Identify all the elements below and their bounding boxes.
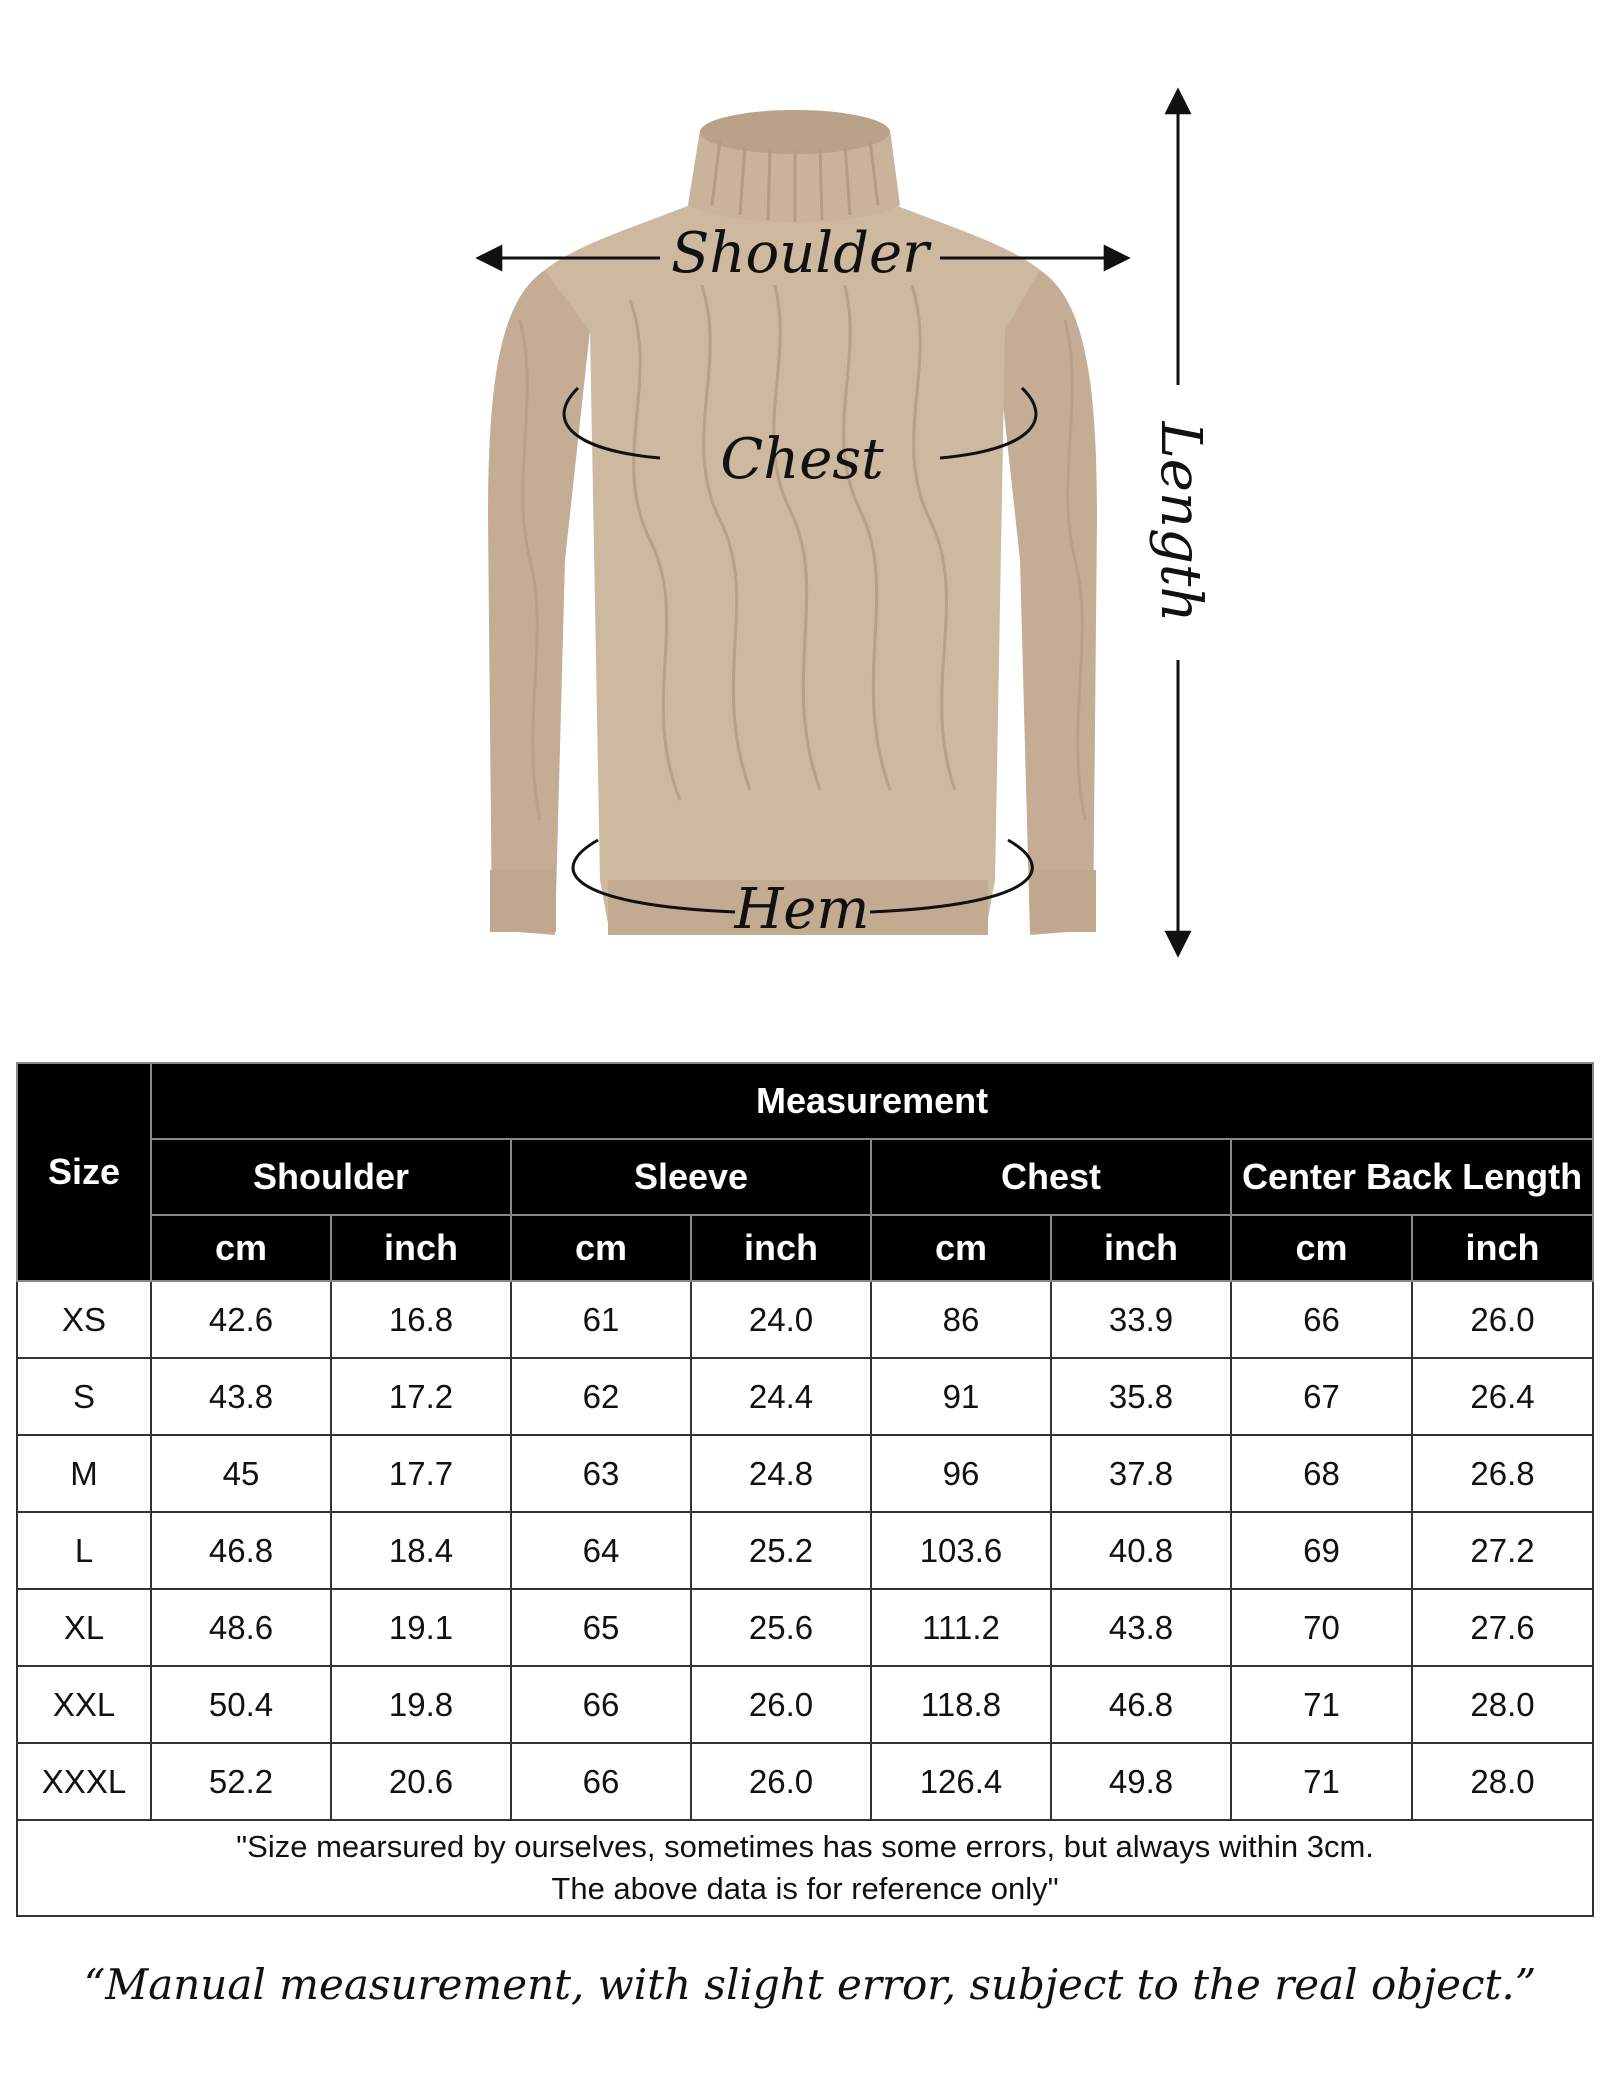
table-cell: 126.4 bbox=[871, 1743, 1051, 1820]
footer-note: “Manual measurement, with slight error, subject to the real object.” bbox=[83, 1960, 1537, 2009]
table-cell: 50.4 bbox=[151, 1666, 331, 1743]
table-cell: 61 bbox=[511, 1281, 691, 1358]
table-cell: 111.2 bbox=[871, 1589, 1051, 1666]
table-cell: 103.6 bbox=[871, 1512, 1051, 1589]
table-cell: 26.0 bbox=[691, 1666, 871, 1743]
table-cell: 91 bbox=[871, 1358, 1051, 1435]
table-row bbox=[17, 1358, 1593, 1435]
table-cell: 28.0 bbox=[1412, 1666, 1593, 1743]
table-row bbox=[17, 1512, 1593, 1589]
table-cell: 46.8 bbox=[151, 1512, 331, 1589]
table-cell: 52.2 bbox=[151, 1743, 331, 1820]
table-cell: 69 bbox=[1231, 1512, 1412, 1589]
hem-label: Hem bbox=[734, 877, 870, 942]
table-note-line-2: The above data is for reference only" bbox=[551, 1871, 1059, 1906]
table-cell: 25.6 bbox=[691, 1589, 871, 1666]
table-cell: 17.7 bbox=[331, 1435, 511, 1512]
table-row bbox=[17, 1435, 1593, 1512]
unit-header: cm bbox=[511, 1215, 691, 1281]
table-cell: 63 bbox=[511, 1435, 691, 1512]
table-cell: 27.6 bbox=[1412, 1589, 1593, 1666]
table-cell: 37.8 bbox=[1051, 1435, 1231, 1512]
size-cell: L bbox=[17, 1512, 151, 1589]
group-header-center-back-length: Center Back Length bbox=[1231, 1139, 1593, 1215]
measurement-header: Measurement bbox=[151, 1063, 1593, 1139]
table-cell: 86 bbox=[871, 1281, 1051, 1358]
table-cell: 42.6 bbox=[151, 1281, 331, 1358]
table-note-line-1: "Size mearsured by ourselves, sometimes has some errors, but always within 3cm. bbox=[236, 1829, 1374, 1864]
table-cell: 26.8 bbox=[1412, 1435, 1593, 1512]
size-cell: XXXL bbox=[17, 1743, 151, 1820]
size-cell: XL bbox=[17, 1589, 151, 1666]
table-row bbox=[17, 1281, 1593, 1358]
table-cell: 24.0 bbox=[691, 1281, 871, 1358]
table-cell: 40.8 bbox=[1051, 1512, 1231, 1589]
table-cell: 27.2 bbox=[1412, 1512, 1593, 1589]
size-cell: M bbox=[17, 1435, 151, 1512]
shoulder-label: Shoulder bbox=[671, 221, 929, 286]
size-cell: XS bbox=[17, 1281, 151, 1358]
table-cell: 43.8 bbox=[1051, 1589, 1231, 1666]
table-cell: 66 bbox=[511, 1666, 691, 1743]
table-cell: 118.8 bbox=[871, 1666, 1051, 1743]
table-cell: 71 bbox=[1231, 1666, 1412, 1743]
table-cell: 43.8 bbox=[151, 1358, 331, 1435]
table-cell: 25.2 bbox=[691, 1512, 871, 1589]
table-cell: 19.8 bbox=[331, 1666, 511, 1743]
table-cell: 49.8 bbox=[1051, 1743, 1231, 1820]
size-cell: XXL bbox=[17, 1666, 151, 1743]
group-header-chest: Chest bbox=[871, 1139, 1231, 1215]
table-cell: 64 bbox=[511, 1512, 691, 1589]
table-note bbox=[17, 1820, 1593, 1916]
table-cell: 67 bbox=[1231, 1358, 1412, 1435]
unit-header: inch bbox=[1051, 1215, 1231, 1281]
table-row bbox=[17, 1589, 1593, 1666]
group-header-shoulder: Shoulder bbox=[151, 1139, 511, 1215]
table-cell: 19.1 bbox=[331, 1589, 511, 1666]
unit-header: inch bbox=[691, 1215, 871, 1281]
group-header-sleeve: Sleeve bbox=[511, 1139, 871, 1215]
sweater-measurement-diagram bbox=[0, 0, 1620, 1000]
chest-label: Chest bbox=[720, 427, 884, 492]
table-cell: 18.4 bbox=[331, 1512, 511, 1589]
table-cell: 33.9 bbox=[1051, 1281, 1231, 1358]
table-cell: 28.0 bbox=[1412, 1743, 1593, 1820]
table-cell: 26.4 bbox=[1412, 1358, 1593, 1435]
table-row bbox=[17, 1743, 1593, 1820]
unit-header: cm bbox=[871, 1215, 1051, 1281]
table-cell: 96 bbox=[871, 1435, 1051, 1512]
table-note-row bbox=[17, 1820, 1593, 1916]
table-cell: 45 bbox=[151, 1435, 331, 1512]
table-cell: 26.0 bbox=[691, 1743, 871, 1820]
table-cell: 24.4 bbox=[691, 1358, 871, 1435]
unit-header: inch bbox=[1412, 1215, 1593, 1281]
size-cell: S bbox=[17, 1358, 151, 1435]
table-cell: 65 bbox=[511, 1589, 691, 1666]
table-cell: 17.2 bbox=[331, 1358, 511, 1435]
unit-header: cm bbox=[1231, 1215, 1412, 1281]
table-cell: 66 bbox=[511, 1743, 691, 1820]
table-cell: 68 bbox=[1231, 1435, 1412, 1512]
table-cell: 24.8 bbox=[691, 1435, 871, 1512]
table-cell: 48.6 bbox=[151, 1589, 331, 1666]
table-cell: 16.8 bbox=[331, 1281, 511, 1358]
length-label: Length bbox=[1148, 421, 1213, 623]
table-cell: 35.8 bbox=[1051, 1358, 1231, 1435]
size-chart-table bbox=[16, 1062, 1594, 1917]
table-cell: 20.6 bbox=[331, 1743, 511, 1820]
size-header: Size bbox=[17, 1063, 151, 1281]
unit-header: cm bbox=[151, 1215, 331, 1281]
table-cell: 71 bbox=[1231, 1743, 1412, 1820]
unit-header: inch bbox=[331, 1215, 511, 1281]
table-row bbox=[17, 1666, 1593, 1743]
table-cell: 26.0 bbox=[1412, 1281, 1593, 1358]
table-cell: 66 bbox=[1231, 1281, 1412, 1358]
table-cell: 70 bbox=[1231, 1589, 1412, 1666]
table-cell: 46.8 bbox=[1051, 1666, 1231, 1743]
table-cell: 62 bbox=[511, 1358, 691, 1435]
